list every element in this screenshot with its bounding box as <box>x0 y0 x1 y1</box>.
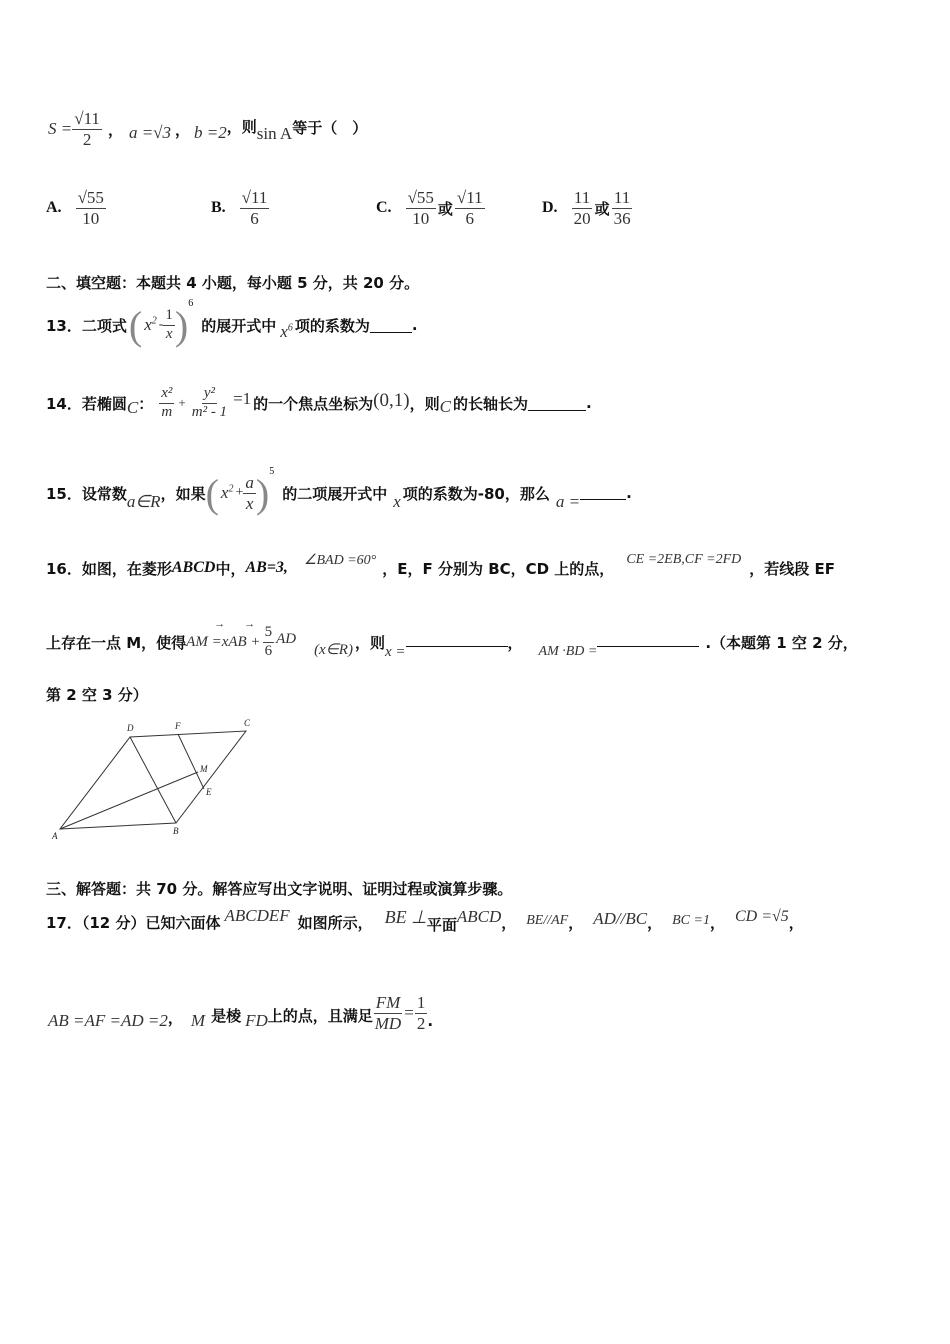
a-value: a =√3 <box>128 123 172 142</box>
vector-arrow-icon: → <box>244 617 256 630</box>
s-fraction: $\frac{√11}{2}$ <box>74 108 100 149</box>
question-16-line-1: 16．如图，在菱形 ABCD 中， AB=3, ∠BAD =60° ，E，F 分别为 BC，CD 上的点， CE =2EB,CF =2FD ，若线段 EF <box>46 552 835 578</box>
question-16-line-2: 上存在一点 M，使得 AM =xAB + → → $\frac{5}{6}$ AD (x∈R) ，则 x = ， AM ·BD = .（本题第 1 空 2 分， <box>46 617 858 660</box>
option-a[interactable]: A. $\frac{√55}{10}$ <box>46 188 104 228</box>
vector-am: AM <box>186 633 208 650</box>
b-value: b =2 <box>194 123 227 142</box>
question-13: 13．二项式 ( $x^2$ - $\frac{1}{x}$ ) $^6$ 的展开式中 $x^6$ 项的系数为 . <box>46 298 418 348</box>
question-15: 15．设常数 a∈R ，如果 ( $x^2$ + $\frac{a}{x}$ ) $^5$ 的二项展开式中 x 项的系数为-80，那么 a = . <box>46 466 632 516</box>
label-f: F <box>175 721 181 731</box>
question-14: 14．若椭圆 C ： $\frac{\text{x²}}{m}$ + $\frac{\text{y²}}{\text{m² - 1}}$ =1 的一个焦点坐标为 (0,1) ，则 C 的长轴长为 . <box>46 385 592 420</box>
label-d: D <box>127 723 134 733</box>
section-3-heading: 三、解答题：共 70 分。解答应写出文字说明、证明过程或演算步骤。 <box>46 880 513 898</box>
question-16-line-3: 第 2 空 3 分） <box>46 686 148 704</box>
option-d[interactable]: D. $\frac{11}{20}$ 或 $\frac{11}{36}$ <box>542 188 631 228</box>
label-b: B <box>173 826 179 836</box>
section-2-heading: 二、填空题：本题共 4 小题，每小题 5 分，共 20 分。 <box>46 274 420 292</box>
s-label: S = <box>48 119 73 138</box>
option-b[interactable]: B. $\frac{√11}{6}$ <box>211 188 268 228</box>
vector-arrow-icon: → <box>214 617 226 630</box>
sin-a: sin A <box>256 124 293 143</box>
rhombus-figure <box>45 712 265 842</box>
answer-blank-16-dot[interactable] <box>597 638 699 647</box>
answer-blank-15[interactable] <box>580 487 626 500</box>
option-c[interactable]: C. $\frac{√55}{10}$ 或 $\frac{√11}{6}$ <box>376 188 483 228</box>
question-17-line-2: AB =AF =AD =2 ， M 是棱 FD 上的点，且满足 $\frac{FM}{MD}$ = $\frac{1}{2}$ . <box>48 992 434 1033</box>
label-c: C <box>244 718 251 728</box>
label-a: A <box>52 831 58 841</box>
label-m: M <box>200 764 208 774</box>
label-e: E <box>206 787 212 797</box>
answer-blank-13[interactable] <box>370 318 412 333</box>
question-17-line-1: 17．（12 分）已知六面体 ABCDEF 如图所示， BE ⊥ 平面 ABCD ， BE//AF ， AD//BC ， BC =1 ， CD =√5 ， <box>46 906 804 934</box>
answer-blank-16-x[interactable] <box>406 638 508 647</box>
answer-blank-14[interactable] <box>528 396 586 411</box>
q12-condition-line: S = $\frac{√11}{2}$ ， a =√3 ， b =2 ，则 sin A 等于（ ） <box>48 108 368 149</box>
